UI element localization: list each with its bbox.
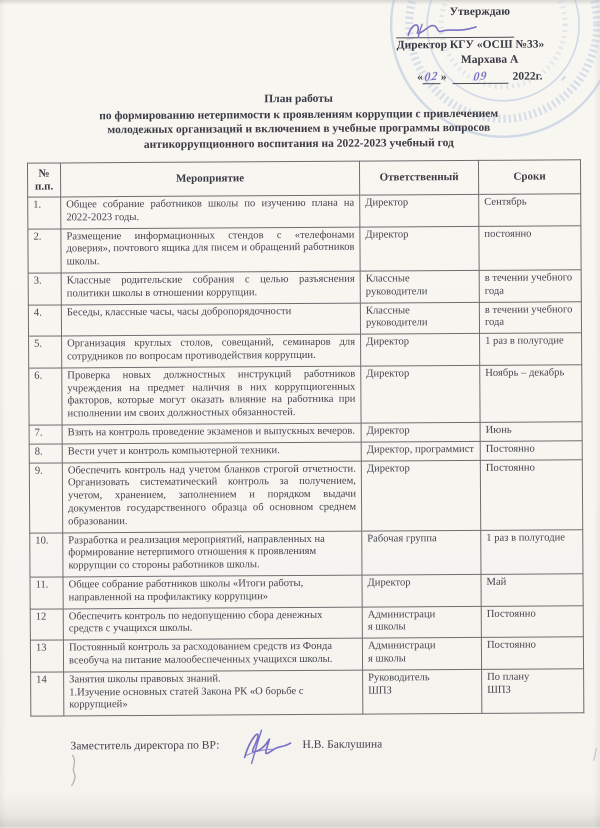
approve-label: Утверждаю [449,5,511,19]
responsible-cell: Классные руководители [360,270,479,302]
responsible-cell: Директор [360,226,479,271]
activity-cell: Общее собрание работников школы по изучению плана на 2022-2023 годы. [61,195,360,228]
activity-cell: Беседы, классные часы, часы добропорядочности [61,303,360,336]
table-row [28,225,581,273]
responsible-cell: Директор [361,422,480,442]
row-number-cell: 4. [28,305,61,337]
approval-date-line [292,70,544,87]
row-number-cell: 12 [30,608,63,640]
activity-cell: Размещение информационных стендов с «телефонами доверия», почтового ящика для писем и обращений работников школы. [61,227,360,273]
activity-cell: Разработка и реализация мероприятий, направленных на формирование нетерпимого отношения к проявлениям коррупции со стороны работников школы. [63,531,362,577]
responsible-cell: Директор [360,194,479,226]
table-row [31,668,584,716]
responsible-cell: Администраци я школы [362,606,481,638]
activity-cell: Постоянный контроль за расходованием средств из Фонда всеобуча на питание малообеспеченных учащихся школы. [63,638,362,671]
term-cell: 1 раз в полугодие [481,529,583,574]
term-cell: в течении учебного года [479,301,581,333]
activity-cell: Общее собрание работников школы «Итоги работы, направленной на профилактику коррупции» [63,575,362,608]
table-row [28,270,581,305]
activity-cell: Организация круглых столов, совещаний, семинаров для сотрудников по вопросам противодействия коррупции. [62,334,361,367]
stray-edge-mark [591,746,600,762]
table-row [29,365,582,426]
term-cell: Постоянно [481,637,583,669]
term-cell: Сентябрь [479,194,581,226]
approval-block [292,5,544,87]
table-row [28,301,581,336]
responsible-cell: Директор [362,574,481,606]
row-number-cell: 7. [29,425,62,444]
title-line-4: антикоррупционного воспитания на 2022-2023 учебный год [143,136,454,151]
deputy-signature [234,725,298,767]
activity-cell: Взять на контроль проведение экзаменов и выпускных вечеров. [62,423,361,444]
responsible-cell: Директор [361,334,480,366]
table-row [28,194,581,229]
term-cell: в течении учебного года [479,270,581,302]
term-cell: Ноябрь – декабрь [480,365,582,423]
title-line-1: План работы [264,92,333,106]
row-number-cell: 2. [28,229,61,274]
handwritten-day: 02 [424,68,440,85]
header-responsible: Ответственный [359,160,478,195]
responsible-cell: Директор, программист [361,441,480,461]
responsible-cell: Директор [361,460,480,531]
term-cell: Май [481,574,583,606]
term-cell: постоянно [479,225,581,270]
responsible-cell: Администраци я школы [362,638,481,670]
director-signature [404,19,482,41]
director-signature-line [292,20,544,40]
table-row [29,333,582,368]
table-row [30,574,583,609]
header-term: Сроки [478,160,580,195]
plan-table-body [28,194,584,716]
activity-cell: Проверка новых должностных инструкций работников учреждения на предмет наличия в них коррупциогенных факторов, которые могут оказать влияние на работника при исполнении им своих должностных обязанностей. [62,366,361,425]
row-number-cell: 8. [29,444,62,463]
handwritten-month: 09 [473,68,489,84]
term-cell: 1 раз в полугодие [480,333,582,365]
deputy-signer-name: Н.В. Баклушина [302,738,383,751]
term-cell: Июнь [480,422,582,441]
director-title: Директор КГУ «ОСШ №33» [396,38,545,52]
table-header-row [27,160,580,197]
row-number-cell: 6. [29,368,62,425]
term-cell: Постоянно [480,441,582,460]
footer-block [70,729,550,776]
header-num: № п.п. [27,163,60,197]
director-name: Мархава А [460,53,519,67]
row-number-cell: 14 [31,672,64,717]
term-cell: Постоянно [480,459,582,530]
responsible-cell: Рабочая группа [362,530,481,575]
term-cell: Постоянно [481,605,583,637]
plan-table [27,159,584,716]
table-row [30,637,583,672]
activity-cell: Обеспечить контроль над учетом бланков строгой отчетности. Организовать систематический контроль за получением, учетом, хранением, заполнением и порядком выдачи документов государственного образца об основном среднем образовании. [62,461,361,533]
responsible-cell: Директор [361,365,480,423]
responsible-cell: Руководитель ШПЗ [363,669,482,714]
table-row [30,605,583,640]
date-open-quote: « [417,71,423,84]
row-number-cell: 11. [30,577,63,609]
row-number-cell: 13 [30,640,63,672]
row-number-cell: 1. [28,197,61,229]
term-cell: По плану ШПЗ [482,668,584,713]
activity-cell: Обеспечить контроль по недопущению сбора денежных средств с учащихся школы. [63,607,362,640]
row-number-cell: 9. [29,463,62,533]
responsible-cell: Классные руководители [360,302,479,334]
deputy-position-label: Заместитель директора по ВР: [70,739,220,753]
title-line-2: по формированию нетерпимости к проявлениям коррупции с привлечением [99,107,499,122]
signature-underline [396,20,514,39]
header-activity: Мероприятие [60,161,359,197]
activity-cell: Вести учет и контроль компьютерной техники. [62,442,361,463]
table-row [29,459,582,532]
title-line-3: молодежных организаций и включением в учебные программы вопросов [107,121,491,137]
table-row [30,529,583,577]
row-number-cell: 5. [29,336,62,368]
date-close-quote: » [440,71,447,84]
document-title [0,90,599,153]
activity-cell: Занятия школы правовых знаний. 1.Изучение основных статей Закона РК «О борьбе с коррупцией» [64,670,363,716]
row-number-cell: 10. [30,532,63,577]
row-number-cell: 3. [28,273,61,305]
date-year: 2022г. [512,70,543,83]
activity-cell: Классные родительские собрания с целью разъяснения политики школы в отношении коррупции. [61,271,360,304]
